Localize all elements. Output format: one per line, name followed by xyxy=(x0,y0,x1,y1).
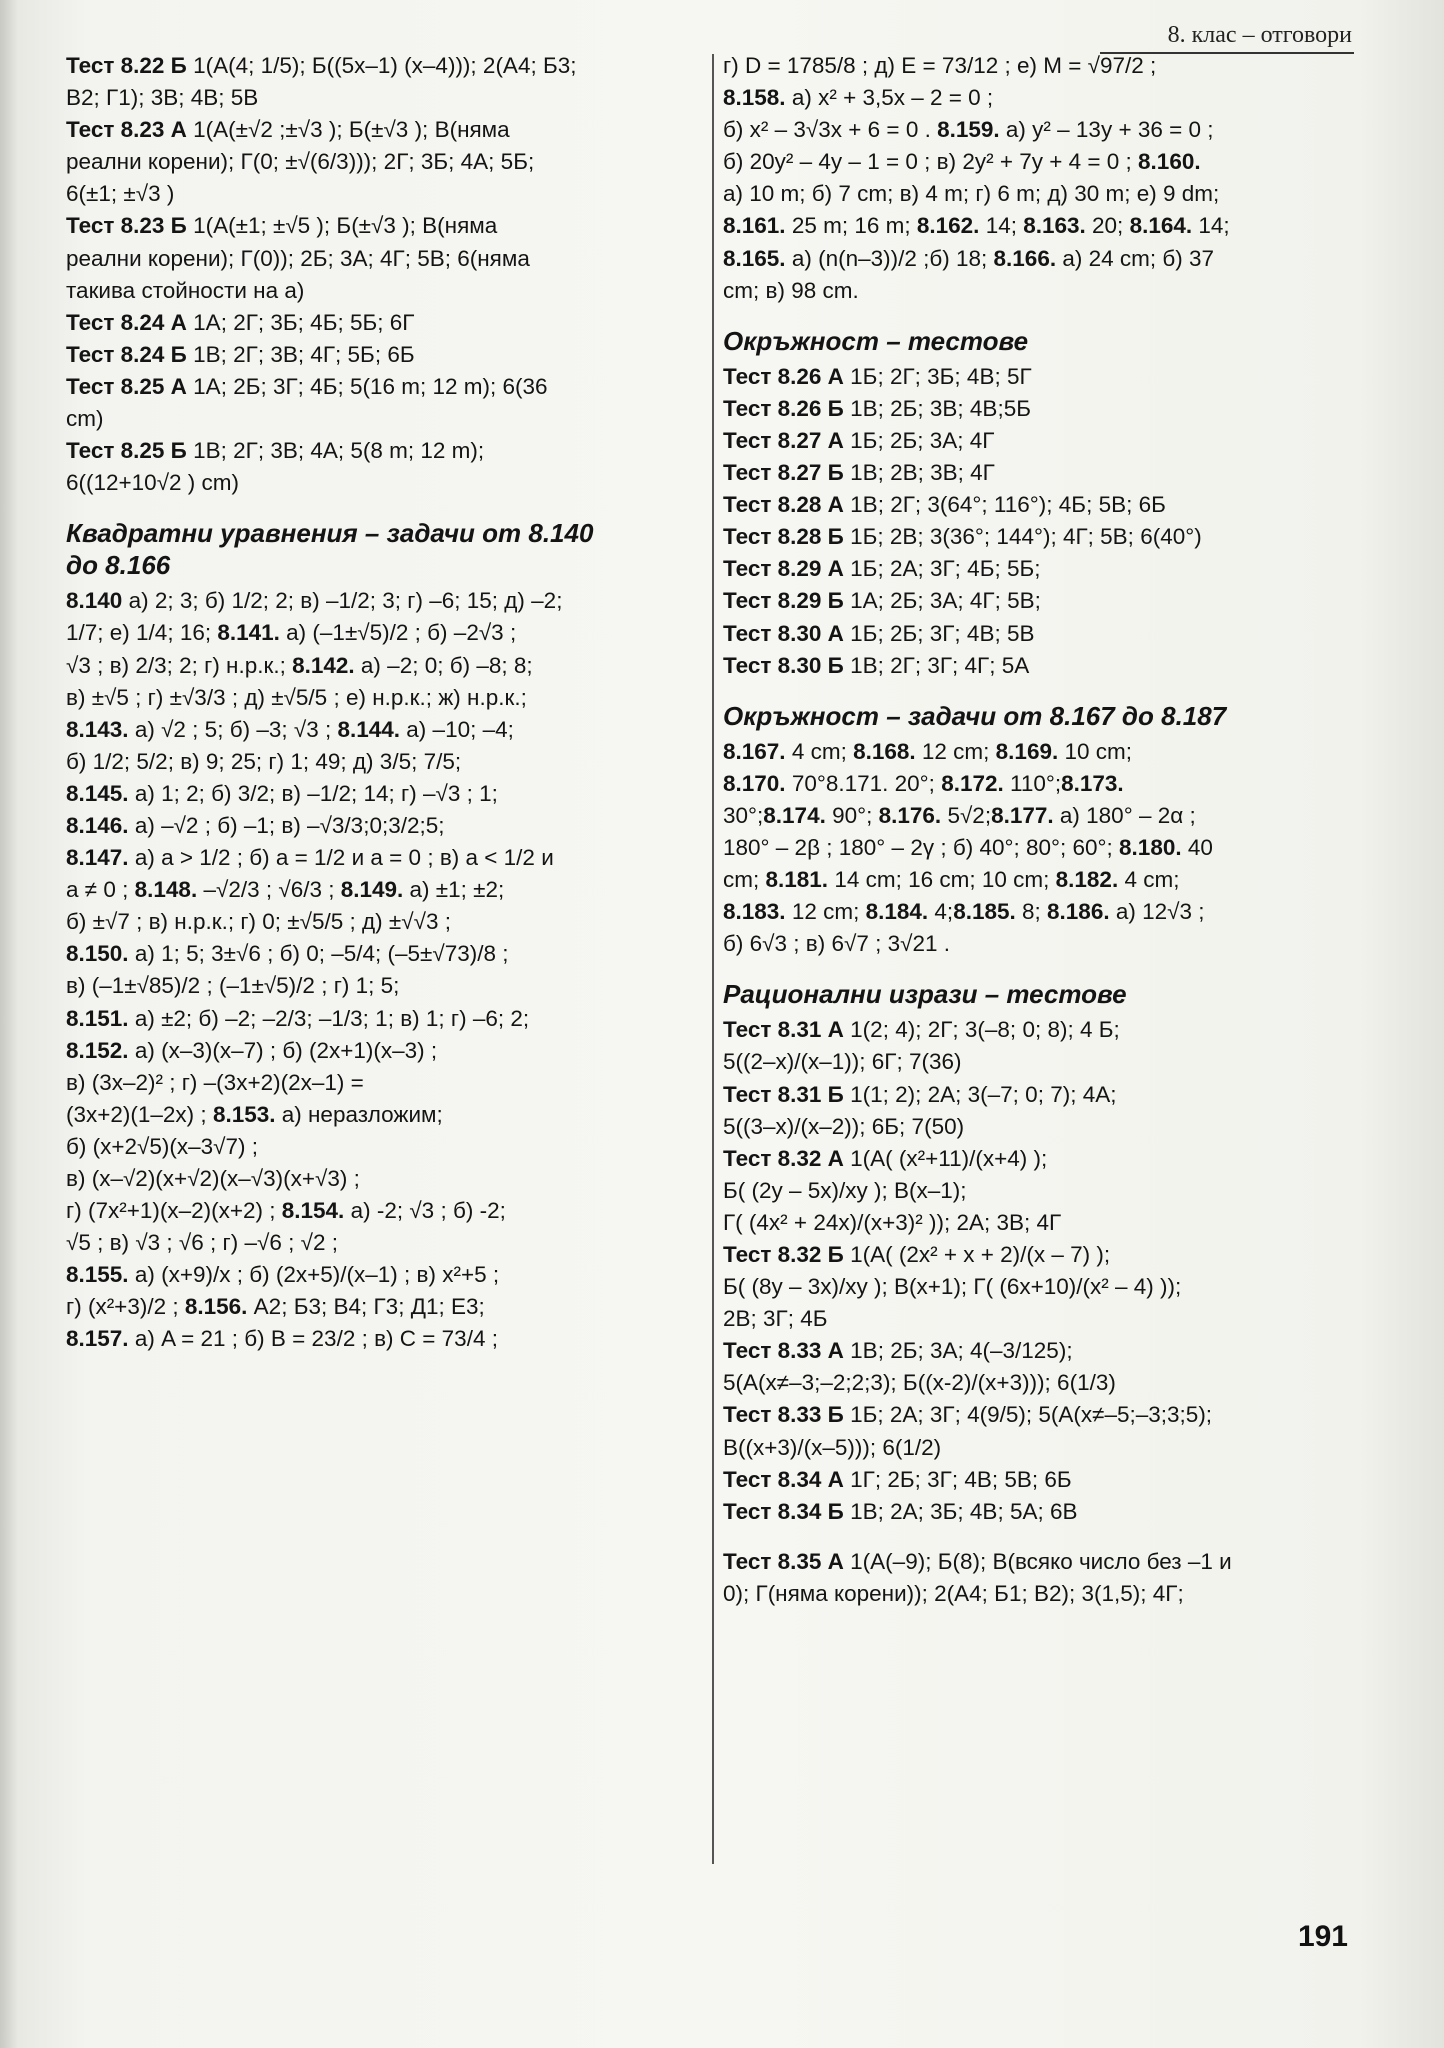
answer-line: Тест 8.27 Б 1В; 2В; 3В; 4Г xyxy=(723,460,995,486)
answer-line: в) (–1±√85)/2 ; (–1±√5)/2 ; г) 1; 5; xyxy=(66,973,400,999)
answer-line: б) ±√7 ; в) н.р.к.; г) 0; ±√5/5 ; д) ±√√3 ; xyxy=(66,909,451,935)
answer-line: Тест 8.27 А 1Б; 2Б; 3А; 4Г xyxy=(723,427,995,453)
answer-line: б) x² – 3√3x + 6 = 0 . 8.159. а) y² – 13y + 36 = 0 ; xyxy=(723,117,1214,143)
answer-line: 8.152. а) (x–3)(x–7) ; б) (2x+1)(x–3) ; xyxy=(66,1037,438,1063)
answer-line: Тест 8.33 А 1В; 2Б; 3А; 4(–3/125); xyxy=(723,1338,1073,1364)
answer-line: В((x+3)/(x–5))); 6(1/2) xyxy=(723,1434,942,1460)
answer-line: 0); Г(няма корени)); 2(А4; Б1; В2); 3(1,5); 4Г; xyxy=(723,1580,1184,1606)
answer-line: 8.170. 70°8.171. 20°; 8.172. 110°;8.173. xyxy=(723,770,1124,796)
answer-line: √5 ; в) √3 ; √6 ; г) –√6 ; √2 ; xyxy=(66,1230,338,1256)
section-title-line: до 8.166 xyxy=(66,550,171,581)
answer-line: Тест 8.35 А 1(А(–9); Б(8); В(всяко число без –1 и xyxy=(723,1548,1232,1574)
right-column xyxy=(723,50,1356,1610)
answer-line: в) (x–√2)(x+√2)(x–√3)(x+√3) ; xyxy=(66,1166,360,1191)
answer-line: a ≠ 0 ; 8.148. –√2/3 ; √6/3 ; 8.149. а) ±1; ±2; xyxy=(66,877,505,903)
answer-line: Тест 8.25 Б 1В; 2Г; 3В; 4А; 5(8 m; 12 m); xyxy=(66,438,485,464)
answer-line: Г( (4x² + 24x)/(x+3)² )); 2А; 3В; 4Г xyxy=(723,1209,1062,1235)
answer-line: Тест 8.23 А 1(А(±√2 ;±√3 ); Б(±√3 ); В(няма xyxy=(66,117,510,143)
answers-block-tests-8-26-8-30 xyxy=(723,361,1356,682)
answer-line: 8.146. а) –√2 ; б) –1; в) –√3/3;0;3/2;5; xyxy=(66,812,445,838)
answer-line: реални корени); Г(0)); 2Б; 3А; 4Г; 5В; 6(няма xyxy=(66,245,530,271)
answer-line: г) (7x²+1)(x–2)(x+2) ; 8.154. а) -2; √3 ; б) -2; xyxy=(66,1198,506,1224)
answer-line: (3x+2)(1–2x) ; 8.153. а) неразложим; xyxy=(66,1101,443,1127)
answer-line: а) 10 m; б) 7 cm; в) 4 m; г) 6 m; д) 30 m; е) 9 dm; xyxy=(723,181,1220,207)
answer-line: 8.183. 12 cm; 8.184. 4;8.185. 8; 8.186. а) 12√3 ; xyxy=(723,899,1205,925)
answer-line: 8.158. а) x² + 3,5x – 2 = 0 ; xyxy=(723,85,994,111)
answer-line: 8.140 а) 2; 3; б) 1/2; 2; в) –1/2; 3; г) –6; 15; д) –2; xyxy=(66,588,563,614)
section-title-circle-problems: Окръжност – задачи от 8.167 до 8.187 xyxy=(723,700,1227,731)
answer-line: 1/7; е) 1/4; 16; 8.141. а) (–1±√5)/2 ; б) –2√3 ; xyxy=(66,620,517,646)
answer-line: Тест 8.25 А 1А; 2Б; 3Г; 4Б; 5(16 m; 12 m); 6(36 xyxy=(66,373,548,399)
section-title-rational-expressions: Рационални изрази – тестове xyxy=(723,979,1127,1010)
answer-line: Тест 8.30 А 1Б; 2Б; 3Г; 4В; 5В xyxy=(723,620,1035,646)
answer-line: Тест 8.31 Б 1(1; 2); 2А; 3(–7; 0; 7); 4А; xyxy=(723,1081,1117,1107)
answer-line: 8.147. а) a > 1/2 ; б) a = 1/2 и a = 0 ; в) a < 1/2 и xyxy=(66,845,554,871)
answer-line: 8.155. а) (x+9)/x ; б) (2x+5)/(x–1) ; в) x²+5 ; xyxy=(66,1262,500,1288)
answer-line: 2В; 3Г; 4Б xyxy=(723,1306,828,1332)
answer-line: Тест 8.32 Б 1(А( (2x² + x + 2)/(x – 7) ); xyxy=(723,1242,1111,1267)
answer-line: б) 1/2; 5/2; в) 9; 25; г) 1; 49; д) 3/5; 7/5; xyxy=(66,748,462,774)
left-column xyxy=(66,50,706,1356)
answer-line: 5((3–x)/(x–2)); 6Б; 7(50) xyxy=(723,1113,965,1139)
answer-line: 30°;8.174. 90°; 8.176. 5√2;8.177. а) 180° – 2α ; xyxy=(723,802,1196,828)
answer-line: В2; Г1); 3В; 4В; 5В xyxy=(66,85,259,111)
answer-line: 5((2–x)/(x–1)); 6Г; 7(36) xyxy=(723,1049,962,1075)
answer-line: такива стойности на a) xyxy=(66,277,305,303)
answer-line: г) (x²+3)/2 ; 8.156. А2; Б3; В4; Г3; Д1; Е3; xyxy=(66,1294,485,1320)
answer-line: Тест 8.34 А 1Г; 2Б; 3Г; 4В; 5В; 6Б xyxy=(723,1466,1072,1492)
running-head: 8. клас – отговори xyxy=(1167,22,1352,48)
page-shadow xyxy=(0,0,18,2048)
answer-line: Тест 8.34 Б 1В; 2А; 3Б; 4В; 5А; 6В xyxy=(723,1498,1078,1524)
answer-line: Тест 8.28 А 1В; 2Г; 3(64°; 116°); 4Б; 5В; 6Б xyxy=(723,492,1166,518)
answer-line: б) 20y² – 4y – 1 = 0 ; в) 2y² + 7y + 4 = 0 ; 8.160. xyxy=(723,149,1201,175)
answers-block-problems-8-167-8-186 xyxy=(723,736,1356,961)
answer-line: б) 6√3 ; в) 6√7 ; 3√21 . xyxy=(723,931,950,957)
block-gap xyxy=(723,1528,1356,1546)
answer-line: 8.165. а) (n(n–3))/2 ;б) 18; 8.166. а) 24 cm; б) 37 xyxy=(723,245,1215,271)
answer-line: Тест 8.29 А 1Б; 2А; 3Г; 4Б; 5Б; xyxy=(723,556,1041,582)
answer-line: 8.151. а) ±2; б) –2; –2/3; –1/3; 1; в) 1; г) –6; 2; xyxy=(66,1005,530,1031)
answer-line: Б( (8y – 3x)/xy ); В(x+1); Г( (6x+10)/(x² – 4) )); xyxy=(723,1274,1182,1300)
answer-line: cm) xyxy=(66,406,104,432)
answer-line: Тест 8.26 А 1Б; 2Г; 3Б; 4В; 5Г xyxy=(723,363,1032,389)
answer-line: cm; в) 98 cm. xyxy=(723,277,859,303)
answer-line: 8.143. а) √2 ; 5; б) –3; √3 ; 8.144. а) –10; –4; xyxy=(66,716,514,742)
answer-line: Тест 8.26 Б 1В; 2Б; 3В; 4В;5Б xyxy=(723,395,1031,421)
answer-line: в) ±√5 ; г) ±√3/3 ; д) ±√5/5 ; е) н.р.к.; ж) н.р.к.; xyxy=(66,684,527,710)
answer-line: 8.145. а) 1; 2; б) 3/2; в) –1/2; 14; г) –√3 ; 1; xyxy=(66,780,498,806)
page-number: 191 xyxy=(1297,1920,1348,1953)
answer-line: Тест 8.33 Б 1Б; 2А; 3Г; 4(9/5); 5(А(x≠–5;–3;3;5); xyxy=(723,1402,1213,1428)
answer-line: в) (3x–2)² ; г) –(3x+2)(2x–1) = xyxy=(66,1069,364,1095)
answers-block-tests-8-31-8-34 xyxy=(723,1014,1356,1528)
answer-line: Тест 8.32 А 1(А( (x²+11)/(x+4) ); xyxy=(723,1145,1048,1171)
section-title-quadratic-equations xyxy=(66,517,706,581)
answer-line: 8.150. а) 1; 5; 3±√6 ; б) 0; –5/4; (–5±√73)/8 ; xyxy=(66,941,509,967)
answers-block-tests-8-22-8-25 xyxy=(66,50,706,499)
answer-line: Тест 8.28 Б 1Б; 2В; 3(36°; 144°); 4Г; 5В; 6(40°) xyxy=(723,524,1202,550)
answer-line: г) D = 1785/8 ; д) E = 73/12 ; е) M = √97/2 ; xyxy=(723,53,1157,78)
answer-line: cm; 8.181. 14 cm; 16 cm; 10 cm; 8.182. 4 cm; xyxy=(723,867,1180,893)
answer-line: Тест 8.30 Б 1В; 2Г; 3Г; 4Г; 5А xyxy=(723,652,1030,678)
answer-line: Тест 8.24 А 1А; 2Г; 3Б; 4Б; 5Б; 6Г xyxy=(66,309,415,335)
answer-line: Тест 8.31 А 1(2; 4); 2Г; 3(–8; 0; 8); 4 Б; xyxy=(723,1017,1120,1043)
answer-line: 6(±1; ±√3 ) xyxy=(66,181,175,207)
answer-line: 6((12+10√2 ) cm) xyxy=(66,470,240,496)
answer-line: 5(А(x≠–3;–2;2;3); Б((x-2)/(x+3))); 6(1/3) xyxy=(723,1370,1116,1396)
answer-line: √3 ; в) 2/3; 2; г) н.р.к.; 8.142. а) –2; 0; б) –8; 8; xyxy=(66,652,533,678)
answer-line: Тест 8.29 Б 1А; 2Б; 3А; 4Г; 5В; xyxy=(723,588,1041,614)
answers-block-problems-8-140-8-157 xyxy=(66,585,706,1355)
answer-line: Тест 8.22 Б 1(А(4; 1/5); Б((5x–1) (x–4))); 2(А4; Б3; xyxy=(66,53,577,78)
answer-line: 180° – 2β ; 180° – 2γ ; б) 40°; 80°; 60°; 8.180. 40 xyxy=(723,834,1213,860)
answers-block-test-8-35 xyxy=(723,1546,1356,1610)
answers-block-problems-8-157-8-166 xyxy=(723,50,1356,307)
answer-line: Тест 8.23 Б 1(А(±1; ±√5 ); Б(±√3 ); В(няма xyxy=(66,213,498,239)
answer-line: б) (x+2√5)(x–3√7) ; xyxy=(66,1133,259,1159)
answer-line: Б( (2y – 5x)/xy ); В(x–1); xyxy=(723,1177,967,1203)
answer-line: реални корени); Г(0; ±√(6/3))); 2Г; 3Б; 4А; 5Б; xyxy=(66,149,535,175)
answer-line: Тест 8.24 Б 1В; 2Г; 3В; 4Г; 5Б; 6Б xyxy=(66,341,415,367)
answer-line: 8.161. 25 m; 16 m; 8.162. 14; 8.163. 20; 8.164. 14; xyxy=(723,213,1230,239)
column-divider xyxy=(712,54,714,1864)
answer-line: 8.157. а) A = 21 ; б) B = 23/2 ; в) C = 73/4 ; xyxy=(66,1326,498,1352)
section-title-line: Квадратни уравнения – задачи от 8.140 xyxy=(66,518,594,549)
section-title-circle-tests: Окръжност – тестове xyxy=(723,325,1029,356)
answer-line: 8.167. 4 cm; 8.168. 12 cm; 8.169. 10 cm; xyxy=(723,738,1133,764)
